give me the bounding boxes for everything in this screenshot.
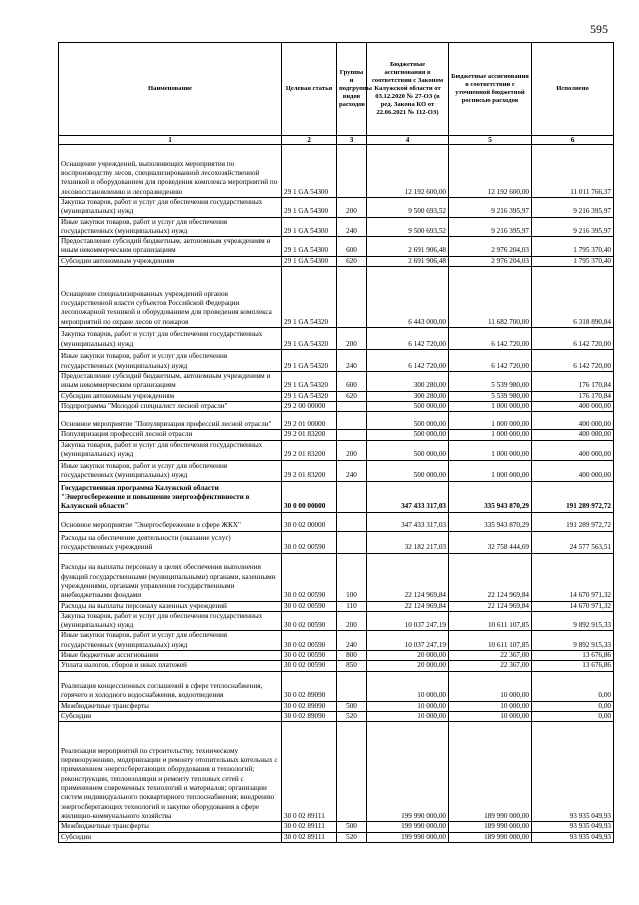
row-execution: 9 216 395,97 bbox=[532, 217, 614, 237]
row-target-article: 29 2 01 83200 bbox=[282, 460, 337, 481]
header-row bbox=[59, 43, 614, 136]
row-target-article: 29 1 GA 54320 bbox=[282, 391, 337, 401]
row-target-article: 29 2 01 83200 bbox=[282, 440, 337, 460]
row-expense-group bbox=[337, 267, 367, 328]
row-budget-law: 20 000,00 bbox=[367, 661, 449, 671]
row-execution: 0,00 bbox=[532, 711, 614, 721]
row-budget-law: 500 000,00 bbox=[367, 401, 449, 411]
column-number: 6 bbox=[532, 136, 614, 145]
header-budget-refined: Бюджетные ассигнования в соответствии с уточненной бюджетной росписью расходов bbox=[449, 43, 532, 136]
row-budget-law: 10 000,00 bbox=[367, 701, 449, 711]
row-execution: 6 142 720,00 bbox=[532, 350, 614, 372]
row-target-article: 30 0 02 00590 bbox=[282, 531, 337, 553]
row-target-article: 30 0 02 00590 bbox=[282, 601, 337, 611]
row-budget-refined: 5 539 980,00 bbox=[449, 372, 532, 392]
table-row bbox=[59, 481, 614, 512]
row-execution: 93 935 049,93 bbox=[532, 822, 614, 832]
row-budget-law: 6 142 720,00 bbox=[367, 328, 449, 350]
row-execution: 14 670 971,32 bbox=[532, 601, 614, 611]
row-budget-law: 20 000,00 bbox=[367, 651, 449, 661]
row-expense-group: 620 bbox=[337, 256, 367, 266]
table-row bbox=[59, 412, 614, 430]
row-budget-refined: 10 000,00 bbox=[449, 711, 532, 721]
row-budget-refined: 189 990 000,00 bbox=[449, 822, 532, 832]
row-budget-law: 300 280,00 bbox=[367, 372, 449, 392]
row-target-article: 30 0 02 00590 bbox=[282, 651, 337, 661]
row-name: Субсидии bbox=[59, 711, 282, 721]
header-name: Наименование bbox=[59, 43, 282, 136]
row-execution: 13 676,86 bbox=[532, 651, 614, 661]
row-budget-refined: 10 611 107,85 bbox=[449, 631, 532, 651]
row-expense-group: 240 bbox=[337, 631, 367, 651]
row-expense-group bbox=[337, 430, 367, 440]
row-name: Предоставление субсидий бюджетным, автономным учреждениям и иным некоммерческим организациям bbox=[59, 372, 282, 392]
row-target-article: 29 2 01 83200 bbox=[282, 430, 337, 440]
table-row bbox=[59, 391, 614, 401]
table-row bbox=[59, 722, 614, 822]
row-name: Расходы на выплаты персоналу казенных учреждений bbox=[59, 601, 282, 611]
row-name: Закупка товаров, работ и услуг для обеспечения государственных (муниципальных) нужд bbox=[59, 328, 282, 350]
table-row bbox=[59, 661, 614, 671]
row-execution: 9 892 915,33 bbox=[532, 611, 614, 631]
row-expense-group: 850 bbox=[337, 661, 367, 671]
column-number: 5 bbox=[449, 136, 532, 145]
table-row bbox=[59, 460, 614, 481]
row-budget-refined: 32 758 444,69 bbox=[449, 531, 532, 553]
column-number: 1 bbox=[59, 136, 282, 145]
row-execution: 191 289 972,72 bbox=[532, 481, 614, 512]
row-budget-law: 10 037 247,19 bbox=[367, 631, 449, 651]
row-budget-law: 6 142 720,00 bbox=[367, 350, 449, 372]
row-budget-refined: 22 124 969,84 bbox=[449, 601, 532, 611]
row-name: Расходы на обеспечение деятельности (оказание услуг) государственных учреждений bbox=[59, 531, 282, 553]
row-target-article: 29 1 GA 54320 bbox=[282, 372, 337, 392]
table-row bbox=[59, 440, 614, 460]
row-budget-refined: 9 216 395,97 bbox=[449, 198, 532, 218]
row-execution: 1 795 370,40 bbox=[532, 256, 614, 266]
row-name: Субсидии bbox=[59, 832, 282, 842]
row-target-article: 29 1 GA 54300 bbox=[282, 256, 337, 266]
header-budget-law: Бюджетные ассигнования в соответствии с Законом Калужской области от 03.12.2020 № 27-ОЗ (в ред. Закона КО от 22.06.2021 № 112-ОЗ) bbox=[367, 43, 449, 136]
row-budget-law: 9 500 693,52 bbox=[367, 198, 449, 218]
row-target-article: 29 1 GA 54320 bbox=[282, 350, 337, 372]
row-execution: 9 216 395,97 bbox=[532, 198, 614, 218]
table-row bbox=[59, 822, 614, 832]
row-expense-group bbox=[337, 671, 367, 701]
table-row bbox=[59, 671, 614, 701]
budget-table bbox=[58, 42, 614, 843]
row-execution: 400 000,00 bbox=[532, 412, 614, 430]
table-row bbox=[59, 631, 614, 651]
row-expense-group bbox=[337, 531, 367, 553]
table-row bbox=[59, 711, 614, 721]
row-budget-law: 500 000,00 bbox=[367, 440, 449, 460]
row-target-article: 30 0 02 00590 bbox=[282, 631, 337, 651]
row-expense-group: 520 bbox=[337, 711, 367, 721]
row-name: Закупка товаров, работ и услуг для обеспечения государственных (муниципальных) нужд bbox=[59, 440, 282, 460]
table-row bbox=[59, 531, 614, 553]
row-target-article: 30 0 02 00590 bbox=[282, 661, 337, 671]
row-budget-law: 12 192 600,00 bbox=[367, 145, 449, 198]
row-execution: 11 011 766,37 bbox=[532, 145, 614, 198]
row-budget-refined: 22 367,00 bbox=[449, 651, 532, 661]
row-budget-refined: 189 990 000,00 bbox=[449, 832, 532, 842]
row-execution: 14 670 971,32 bbox=[532, 553, 614, 601]
table-body bbox=[59, 145, 614, 843]
table-row bbox=[59, 198, 614, 218]
table-row bbox=[59, 217, 614, 237]
row-name: Основное мероприятие "Популяризация профессий лесной отрасли" bbox=[59, 412, 282, 430]
row-name: Уплата налогов, сборов и иных платежей bbox=[59, 661, 282, 671]
row-expense-group bbox=[337, 145, 367, 198]
row-name: Иные закупки товаров, работ и услуг для обеспечения государственных (муниципальных) нужд bbox=[59, 350, 282, 372]
row-name: Подпрограмма "Молодой специалист лесной отрасли" bbox=[59, 401, 282, 411]
row-target-article: 29 2 00 00000 bbox=[282, 401, 337, 411]
row-expense-group bbox=[337, 722, 367, 822]
row-target-article: 29 1 GA 54320 bbox=[282, 267, 337, 328]
row-budget-refined: 1 000 000,00 bbox=[449, 412, 532, 430]
page-number: 595 bbox=[590, 22, 608, 36]
row-expense-group: 240 bbox=[337, 217, 367, 237]
row-name: Оснащение учреждений, выполняющих мероприятия по воспроизводству лесов, специализированной лесохозяйственной техникой и оборудованием для проведения комплекса мероприятий по лесовосстановлению и лесоразведению bbox=[59, 145, 282, 198]
row-target-article: 29 1 GA 54300 bbox=[282, 217, 337, 237]
row-expense-group: 600 bbox=[337, 237, 367, 257]
row-expense-group: 200 bbox=[337, 611, 367, 631]
row-execution: 93 935 049,93 bbox=[532, 832, 614, 842]
row-expense-group: 800 bbox=[337, 651, 367, 661]
row-target-article: 30 0 00 00000 bbox=[282, 481, 337, 512]
table-row bbox=[59, 237, 614, 257]
row-name: Оснащение специализированных учреждений органов государственной власти субъектов Российской Федерации лесопожарной техникой и оборудованием для проведения комплекса мероприятий по охране лесов от пожаров bbox=[59, 267, 282, 328]
row-target-article: 30 0 02 89111 bbox=[282, 832, 337, 842]
row-budget-law: 347 433 317,03 bbox=[367, 481, 449, 512]
row-budget-law: 199 990 000,00 bbox=[367, 832, 449, 842]
row-budget-refined: 2 976 204,03 bbox=[449, 237, 532, 257]
table-row bbox=[59, 267, 614, 328]
row-execution: 191 289 972,72 bbox=[532, 512, 614, 531]
row-budget-refined: 9 216 395,97 bbox=[449, 217, 532, 237]
row-expense-group: 520 bbox=[337, 832, 367, 842]
row-expense-group: 100 bbox=[337, 553, 367, 601]
row-execution: 93 935 049,93 bbox=[532, 722, 614, 822]
table-row bbox=[59, 401, 614, 411]
row-name: Закупка товаров, работ и услуг для обеспечения государственных (муниципальных) нужд bbox=[59, 198, 282, 218]
row-expense-group bbox=[337, 412, 367, 430]
row-budget-law: 22 124 969,84 bbox=[367, 601, 449, 611]
row-budget-law: 10 037 247,19 bbox=[367, 611, 449, 631]
row-expense-group bbox=[337, 512, 367, 531]
table-row bbox=[59, 328, 614, 350]
table-row bbox=[59, 256, 614, 266]
column-numbers-row bbox=[59, 136, 614, 145]
row-name: Закупка товаров, работ и услуг для обеспечения государственных (муниципальных) нужд bbox=[59, 611, 282, 631]
row-budget-law: 9 500 693,52 bbox=[367, 217, 449, 237]
row-target-article: 30 0 02 89111 bbox=[282, 822, 337, 832]
row-expense-group: 110 bbox=[337, 601, 367, 611]
column-number: 2 bbox=[282, 136, 337, 145]
table-row bbox=[59, 611, 614, 631]
row-target-article: 29 1 GA 54300 bbox=[282, 145, 337, 198]
row-name: Популяризация профессий лесной отрасли bbox=[59, 430, 282, 440]
table-row bbox=[59, 651, 614, 661]
row-budget-refined: 335 943 870,29 bbox=[449, 512, 532, 531]
row-execution: 400 000,00 bbox=[532, 460, 614, 481]
row-name: Межбюджетные трансферты bbox=[59, 822, 282, 832]
row-name: Реализация мероприятий по строительству, техническому перевооружению, модернизации и ремонту отопительных котельных с применением энергосберегающих оборудования и технологий; реконструкции, теплоизоляции и ремонту тепловых сетей с применением современных технологий и материалов; организации систем индивидуального поквартирного теплоснабжения; внедрению энергосберегающих технологий и закупке оборудования в сфере жилищно-коммунального хозяйства bbox=[59, 722, 282, 822]
row-budget-refined: 1 000 000,00 bbox=[449, 460, 532, 481]
row-expense-group: 200 bbox=[337, 328, 367, 350]
row-expense-group: 600 bbox=[337, 372, 367, 392]
row-budget-refined: 10 611 107,85 bbox=[449, 611, 532, 631]
header-target-article: Целевая статья bbox=[282, 43, 337, 136]
row-execution: 6 318 890,84 bbox=[532, 267, 614, 328]
row-target-article: 29 1 GA 54300 bbox=[282, 198, 337, 218]
row-budget-law: 500 000,00 bbox=[367, 430, 449, 440]
table-row bbox=[59, 350, 614, 372]
row-name: Иные бюджетные ассигнования bbox=[59, 651, 282, 661]
column-number: 3 bbox=[337, 136, 367, 145]
row-execution: 0,00 bbox=[532, 701, 614, 711]
row-expense-group bbox=[337, 401, 367, 411]
row-budget-refined: 22 367,00 bbox=[449, 661, 532, 671]
row-budget-refined: 11 682 700,00 bbox=[449, 267, 532, 328]
row-budget-refined: 1 000 000,00 bbox=[449, 401, 532, 411]
row-budget-law: 300 280,00 bbox=[367, 391, 449, 401]
row-execution: 1 795 370,40 bbox=[532, 237, 614, 257]
row-name: Государственная программа Калужской области "Энергосбережение и повышение энергоэффективности в Калужской области" bbox=[59, 481, 282, 512]
row-name: Иные закупки товаров, работ и услуг для обеспечения государственных (муниципальных) нужд bbox=[59, 631, 282, 651]
row-target-article: 30 0 02 89090 bbox=[282, 711, 337, 721]
row-expense-group: 200 bbox=[337, 198, 367, 218]
table-row bbox=[59, 701, 614, 711]
row-expense-group bbox=[337, 481, 367, 512]
row-name: Основное мероприятие "Энергосбережение в сфере ЖКХ" bbox=[59, 512, 282, 531]
row-budget-refined: 5 539 980,00 bbox=[449, 391, 532, 401]
row-target-article: 29 1 GA 54320 bbox=[282, 328, 337, 350]
row-budget-law: 199 990 000,00 bbox=[367, 822, 449, 832]
row-budget-law: 199 990 000,00 bbox=[367, 722, 449, 822]
row-budget-law: 2 691 906,48 bbox=[367, 237, 449, 257]
row-budget-refined: 10 000,00 bbox=[449, 671, 532, 701]
row-budget-refined: 335 943 870,29 bbox=[449, 481, 532, 512]
row-execution: 400 000,00 bbox=[532, 401, 614, 411]
table-row bbox=[59, 601, 614, 611]
row-name: Межбюджетные трансферты bbox=[59, 701, 282, 711]
row-name: Субсидии автономным учреждениям bbox=[59, 391, 282, 401]
row-budget-law: 2 691 906,48 bbox=[367, 256, 449, 266]
row-execution: 176 170,84 bbox=[532, 372, 614, 392]
table-row bbox=[59, 553, 614, 601]
row-target-article: 30 0 02 89111 bbox=[282, 722, 337, 822]
column-number: 4 bbox=[367, 136, 449, 145]
table-row bbox=[59, 832, 614, 842]
row-budget-law: 6 443 000,00 bbox=[367, 267, 449, 328]
row-expense-group: 240 bbox=[337, 460, 367, 481]
table-row bbox=[59, 512, 614, 531]
row-name: Предоставление субсидий бюджетным, автономным учреждениям и иным некоммерческим организациям bbox=[59, 237, 282, 257]
header-expense-group: Группы и подгруппы видов расходов bbox=[337, 43, 367, 136]
row-budget-refined: 6 142 720,00 bbox=[449, 328, 532, 350]
row-execution: 6 142 720,00 bbox=[532, 328, 614, 350]
row-target-article: 30 0 02 00000 bbox=[282, 512, 337, 531]
row-target-article: 29 2 01 00000 bbox=[282, 412, 337, 430]
row-budget-refined: 10 000,00 bbox=[449, 701, 532, 711]
row-expense-group: 500 bbox=[337, 701, 367, 711]
row-budget-law: 500 000,00 bbox=[367, 412, 449, 430]
row-budget-law: 22 124 969,84 bbox=[367, 553, 449, 601]
row-budget-refined: 2 976 204,03 bbox=[449, 256, 532, 266]
row-name: Расходы на выплаты персоналу в целях обеспечения выполнения функций государственными (муниципальными) органами, казенными учреждениями, органами управления государственными внебюджетными фондами bbox=[59, 553, 282, 601]
row-expense-group: 240 bbox=[337, 350, 367, 372]
row-expense-group: 200 bbox=[337, 440, 367, 460]
row-expense-group: 500 bbox=[337, 822, 367, 832]
row-budget-law: 10 000,00 bbox=[367, 711, 449, 721]
row-expense-group: 620 bbox=[337, 391, 367, 401]
row-execution: 13 676,86 bbox=[532, 661, 614, 671]
row-budget-law: 32 182 217,03 bbox=[367, 531, 449, 553]
row-budget-refined: 12 192 600,00 bbox=[449, 145, 532, 198]
row-target-article: 29 1 GA 54300 bbox=[282, 237, 337, 257]
row-target-article: 30 0 02 00590 bbox=[282, 611, 337, 631]
row-budget-refined: 6 142 720,00 bbox=[449, 350, 532, 372]
row-execution: 0,00 bbox=[532, 671, 614, 701]
row-budget-refined: 1 000 000,00 bbox=[449, 440, 532, 460]
row-name: Иные закупки товаров, работ и услуг для обеспечения государственных (муниципальных) нужд bbox=[59, 217, 282, 237]
row-execution: 400 000,00 bbox=[532, 430, 614, 440]
row-budget-law: 347 433 317,03 bbox=[367, 512, 449, 531]
table-row bbox=[59, 145, 614, 198]
row-name: Иные закупки товаров, работ и услуг для обеспечения государственных (муниципальных) нужд bbox=[59, 460, 282, 481]
row-target-article: 30 0 02 89090 bbox=[282, 701, 337, 711]
table-row bbox=[59, 430, 614, 440]
row-name: Реализация концессионных соглашений в сфере теплоснабжения, горячего и холодного водоснабжения, водоотведения bbox=[59, 671, 282, 701]
table-row bbox=[59, 372, 614, 392]
row-execution: 9 892 915,33 bbox=[532, 631, 614, 651]
row-budget-law: 10 000,00 bbox=[367, 671, 449, 701]
row-target-article: 30 0 02 00590 bbox=[282, 553, 337, 601]
row-budget-law: 500 000,00 bbox=[367, 460, 449, 481]
row-execution: 400 000,00 bbox=[532, 440, 614, 460]
row-budget-refined: 189 990 000,00 bbox=[449, 722, 532, 822]
row-budget-refined: 1 000 000,00 bbox=[449, 430, 532, 440]
row-target-article: 30 0 02 89090 bbox=[282, 671, 337, 701]
header-execution: Исполнено bbox=[532, 43, 614, 136]
row-budget-refined: 22 124 969,84 bbox=[449, 553, 532, 601]
row-execution: 176 170,84 bbox=[532, 391, 614, 401]
row-execution: 24 577 563,51 bbox=[532, 531, 614, 553]
row-name: Субсидии автономным учреждениям bbox=[59, 256, 282, 266]
